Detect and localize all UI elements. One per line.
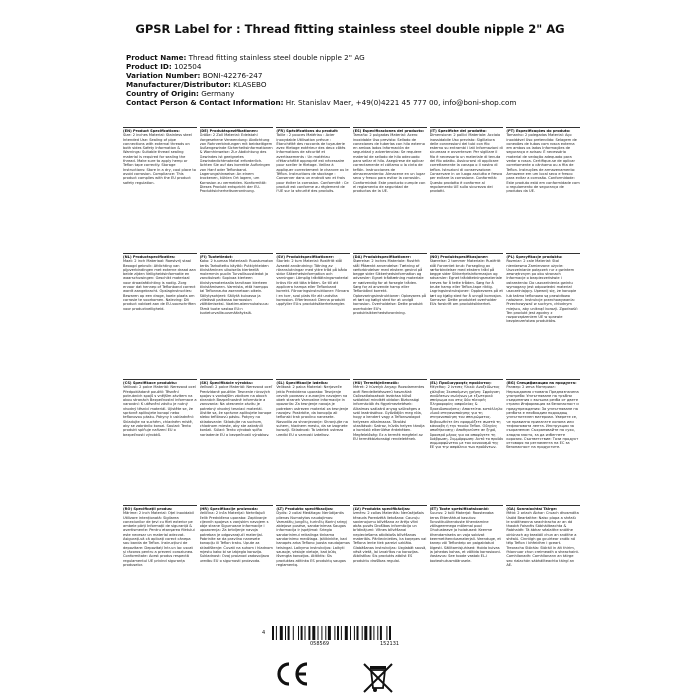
spec-band — [123, 505, 580, 625]
spec-text: Größe: 2 Zoll Material: Edelstahl Vorgesehene Verwendung: Abdichtung von Rohrverbindungen mit beidseitigem Außengewinde Sicherheitsinformationen & Warnhinweise: Zur Abdichtung des Gewindes ist geeignetes Gewindedichtmaterial erforderlich. Achten Sie auf das korrekte Aufbringen von Hanf oder Teflonband. Lagerungshinweise: An einem trockenen, kühlen Ort lagern, um Korrosion zu vermeiden. Konformität: Dieses Produkt entspricht der EU-Produktsicherheitsverordnung. — [199, 133, 273, 194]
spec-heading: (LT) Produkto specifikacijos: — [276, 507, 334, 511]
barcode-bar — [276, 626, 277, 640]
barcode-group-1: 058569 — [310, 641, 330, 647]
spec-text: Izmērs: 2 collas Materiāls: Nerūsējošais tērauds Paredzētā lietošana: Cauruļu savienojumu blīvēšana ar ārējo vītni abās pusēs Drošības informācija un brīdinājumi: Vītnes blīvēšanai nepieciešams atbilstošs blīvēšanas materiāls. Pārliecinieties, ka kaņepes vai Teflona lente tiek pareizi uzklāta. Glabāšanas instrukcijas: Uzglabāt sausā, vēsā vietā, lai izvairītos no korozijas. Atbilstība: Šis produkts atbilst ES produktu drošības regulai. — [352, 511, 427, 563]
label-title: GPSR Label for : Thread fitting stainless steel double nipple 2" AG — [135, 22, 565, 36]
spec-text: Rozmiar: 2 cale Materiał: Stal nierdzewna Zamierzone użycie: Uszczelnianie połączeń rur z gwintem zewnętrznym po obu stronach Informacje o bezpieczeństwie i ostrzeżenia: Do uszczelnienia gwintu wymagany jest odpowiedni materiał uszczelniający. Upewnij się, że konopie lub taśma teflonowa są prawidłowo nałożone. Instrukcje przechowywania: Przechowywać w suchym, chłodnym miejscu, aby uniknąć korozji. Zgodność: Ten produkt jest zgodny z rozporządzeniem UE w sprawie bezpieczeństwa produktów. — [506, 259, 579, 324]
spec-heading: (SV) Produktspecifikationer: — [276, 255, 334, 259]
barcode-bar — [328, 626, 331, 640]
product-info-row — [126, 53, 516, 62]
language-spec-block — [506, 505, 580, 625]
language-spec-block — [200, 253, 274, 373]
spec-heading: (GA) Sonraíochtaí Táirge: — [506, 507, 558, 511]
product-info-label: Country of Origin: — [126, 89, 199, 99]
spec-heading: (DE) Produktspezifikationen: — [199, 129, 259, 133]
spec-heading: (FR) Spécifications du produit: — [276, 129, 339, 133]
language-spec-block — [123, 127, 197, 247]
barcode-bar — [280, 626, 283, 640]
spec-text: Tamanho: 2 polegadas Material: Aço inoxidável Uso pretendido: Selagem de conexões de tubos com rosca externa em ambos os lados Informações de segurança e avisos: É necessário material de vedação adequado para vedar a rosca. Certifique-se de aplicar corretamente o cânhamo ou a fita de Teflon. Instruções de armazenamento: Armazene em um local seco e fresco para evitar a corrosão. Conformidade: Este produto está em conformidade com o regulamento de segurança de produtos da UE. — [506, 133, 580, 194]
spec-text: Méret: 2 hüvelyk Anyag: Rozsdamentes acél Rendeltetésszerű használat: Csőcsatlakozások lezárása külső szálakkal mindkét oldalon Biztonsági információk és figyelmeztetések: Alkalmas szálzáró anyag szükséges a szál lezárásához. Győződjön meg róla, hogy a kendert vagy a Teflonszalagot helyesen alkalmazza. Tárolási utasítások: Száraz, hűvös helyen tárolja a korrózió elkerülése érdekében. Megfelelőség: Ez a termék megfelel az EU termékbiztonsági rendeletének. — [352, 385, 425, 441]
language-spec-block — [506, 127, 580, 247]
spec-text: Størrelse: 2 inches Materiale: Rustfrit stål Påtænkt anvendelse: Tætning af rørforbindelser med ekstern gevind på begge sider Sikkerhedsinformation og advarsler: Egnet trådtætning materiale er nødvendig for at forsegle tråden. Sørg for at anvende hamp eller Teflonbånd korrekt. Opbevaringsinstruktioner: Opbevares på et tørt og køligt sted for at undgå korrosion. Overholdelse: Dette produkt overholder EU's produktsikkerhedsforordning. — [352, 259, 427, 315]
barcode-bar — [305, 626, 306, 640]
spec-text: Dimensione: 2 pollici Materiale: Acciaio inossidabile Uso previsto: Sigillatura delle connessioni dei tubi con filo esterno su entrambi i lati Informazioni di sicurezza e avvertenze: Per sigillare il filo è necessario un materiale di tenuta del filo adatto. Assicurarsi di applicare correttamente la canapa o il nastro di teflon. Istruzioni di conservazione: Conservare in un luogo asciutto e fresco per evitare la corrosione. Conformità: Questo prodotto è conforme al regolamento UE sulla sicurezza dei prodotti. — [429, 133, 503, 194]
language-spec-block — [276, 253, 350, 373]
language-spec-block — [506, 253, 580, 373]
barcode-bar — [298, 626, 299, 640]
barcode-bar — [364, 626, 367, 640]
spec-heading: (LV) Produkta specifikācijas: — [352, 507, 411, 511]
spec-text: Méid: 2 orlach Ábhar: Cruach dhosmálta Úsáid Beartaithe: Naisc píopa a shéalú le snáitheanna seachtracha ar an dá thaobh Faisnéis Sábháilteachta & Rabhaidh: Tá ábhar séalaithe snáithe oiriúnach ag teastáil chun an snáithe a shéalú. Cinntigh go gcuirtear cnáib nó téip Teflon i bhfeidhm i gceart. Treoracha Stórála: Stóráil in áit thirim, fhionnuar chun creimeadh a sheachaint. Comhlíonadh: Comhlíonann an táirge seo rialachán sábháilteachta táirgí an AE. — [506, 511, 580, 567]
barcode-bar — [354, 626, 355, 640]
barcode-bar — [321, 626, 322, 640]
spec-text: Velikost: 2 palce Materiál: Nerezová ocel Předpokládané použití: Těsnění potrubních spojů s vnějším závitem na obou stranách Bezpečnostní informace a varování: K utěsnění závitu je nutný vhodný těsnicí materiál. Ujistěte se, že správně aplikujete konopí nebo teflonovou pásku. Pokyny k uskladnění: Skladujte na suchém, chladném místě, aby se zabránilo korozi. Soulad: Tento produkt splňuje nařízení EU o bezpečnosti výrobků. — [123, 385, 197, 437]
spec-heading: (HR) Specifikacije proizvoda: — [199, 507, 259, 511]
spec-heading: (HU) Termékjellemzők: — [352, 381, 399, 385]
spec-heading: (ES) Especificaciones del producto: — [352, 129, 425, 133]
spec-text: Size: 2 inches Material: Stainless steel Intended Use: Sealing of pipe connections with external threads on both sides Safety Information & Warnings: Suitable thread sealing material is required for sealing the thread. Make sure to apply hemp or Teflon tape correctly. Storage Instructions: Store in a dry, cool place to avoid corrosion. Compliance: This product complies with the EU product safety regulation. — [123, 133, 196, 185]
language-spec-block — [353, 253, 427, 373]
barcode-bar — [301, 626, 303, 640]
barcode-bar — [362, 626, 363, 640]
product-info-row — [126, 80, 516, 89]
product-info-value: BONI-42276-247 — [200, 71, 263, 81]
language-spec-block — [430, 127, 504, 247]
language-spec-block — [276, 379, 350, 499]
spec-text: Koko: 2 tuumaa Materiaali: Ruostumaton teräs Tarkoitettu käyttö: Putkiyhteiden tiivistäminen ulkoisella kierteellä molemmin puolin Turvallisuustiedot ja varoitukset: Sopivaa kierteen tiivistysmateriaalia tarvitaan kierteen tiivistämiseen. Varmista, että hamppu tai Teflonnauha asennetaan oikein. Säilytysohjeet: Säilytä kuivassa ja viileässä paikassa korroosion välttämiseksi. Vaatimustenmukaisuus: Tämä tuote vastaa EU:n tuoteturvallisuusmääräyksiä. — [199, 259, 274, 315]
barcode-bar — [380, 626, 382, 640]
spec-text: Maat: 2 inch Materiaal: Roestvrij staal Beoogd gebruik: Afdichting van pijpverbindingen met externe draad aan beide zijden Veiligheidsinformatie en waarschuwingen: Geschikt materiaal voor draadafdichting is nodig. Zorg ervoor dat hennep of Teflonband correct wordt aangebracht. Opslaginstructies: Bewaren op een droge, koele plaats om corrosie te voorkomen. Naleving: Dit product voldoet aan de EU-voorschriften voor productveiligheid. — [123, 259, 196, 311]
barcode-bar — [386, 626, 387, 640]
spec-heading: (SL) Specifikacije izdelka: — [276, 381, 329, 385]
product-info-label: Product Name: — [126, 53, 187, 62]
spec-band — [123, 379, 580, 499]
barcode-bar — [373, 626, 374, 640]
barcode-bar — [370, 626, 372, 640]
spec-heading: (SK) Špecifikácie výrobku: — [199, 381, 253, 385]
product-info-label: Variation Number: — [126, 71, 201, 81]
product-info-value: Germany — [198, 89, 235, 99]
spec-heading: (NO) Produktspesifikasjoner: — [429, 255, 489, 259]
spec-band — [123, 127, 580, 247]
spec-heading: (ET) Toote spetsifikatsioonid: — [429, 507, 489, 511]
spec-text: Suurus: 2 tolli Materjal: Roostevaba teras Ettenähtud kasutus: Torustikuühenduste tihendamine välisgeermega mõlemal pool Ohutusteave ja hoiatused: Keerme tihendamiseks on vaja sobivat keermetihendusmaterjali. Veenduge, et kanep või Teflonteip on paigaldatud õigesti. Säilitamisjuhised: Hoida kuivas ja jahedas kohas, et vältida korrosiooni. Vastavus: See toode vastab EL-i tooteohutusmäärusele. — [429, 511, 501, 563]
product-info-row — [126, 71, 516, 80]
barcode-lead-digit: 4 — [262, 630, 266, 636]
barcode-bar — [350, 626, 351, 640]
product-info-value: Hr. Stanislav Maer, +49(0)4221 45 777 00, info@boni-shop.com — [283, 98, 517, 108]
spec-heading: (EL) Προδιαγραφές προϊόντος: — [429, 381, 492, 385]
spec-text: Veličina: 2 inča Materijal: Nehrđajući čelik Predviđena uporaba: Zaptivanje cijevnih spojeva s vanjskim navojem s obje strane Sigurnosne informacije i upozorenja: Za brtvljenje navoja potreban je odgovarajući materijal. Pobrinite se da pravilno nanesete konoplju ili Teflon traku. Upute za skladištenje: Čuvati na suhom i hladnom mjestu kako bi se izbjegla korozija. Sukladnost: Ovaj proizvod zadovoljava uredbu EU o sigurnosti proizvoda. — [199, 511, 273, 563]
language-spec-block — [200, 127, 274, 247]
barcode-bar — [389, 626, 391, 640]
spec-text: Dydis: 2 coliai Medžiaga: Nerūdijantis plienas Numatytas naudojimas: Vamzdžių jungčių, turinčių išorinį sriegį abiejose pusėse, sandarinimas Saugos informacija ir įspėjimai: Sriegio sandarinimui reikalinga tinkama sandarinimo medžiaga. Įsitikinkite, kad kanapės arba Teflono juosta naudojamos teisingai. Laikymo instrukcijos: Laikyti sausoje, vėsioje vietoje, kad būtų išvengta korozijos. Atitiktis: Šis produktas atitinka ES produktų saugos reglamentą. — [276, 511, 350, 567]
barcode-icon — [272, 626, 432, 640]
product-info-value: Thread fitting stainless steel double nipple 2" AG — [186, 53, 365, 62]
language-spec-block — [430, 505, 504, 625]
spec-text: Taille : 2 pouces Matériau : Acier inoxydable Utilisation prévue : Étanchéité des raccords de tuyauterie avec filetage extérieur des deux côtés Informations de sécurité et avertissements : Un matériau d'étanchéité approprié est nécessaire pour sceller le filetage. Veillez à appliquer correctement le chanvre ou le Téflon. Instructions de stockage : Conserver dans un endroit sec et frais pour éviter la corrosion. Conformité : Ce produit est conforme au règlement de l'UE sur la sécurité des produits. — [276, 133, 349, 194]
product-info — [126, 53, 516, 108]
language-spec-block — [200, 505, 274, 625]
product-info-label: Product ID: — [126, 62, 172, 72]
language-spec-block — [200, 379, 274, 499]
language-spec-block — [506, 379, 580, 499]
spec-heading: (DA) Produktspecifikationer: — [352, 255, 412, 259]
barcode-bar — [272, 626, 274, 640]
language-spec-block — [353, 379, 427, 499]
language-spec-block — [353, 127, 427, 247]
spec-text: Storlek: 2 tum Material: Rostfritt stål Avsedd användning: Tätning av röranslutningar med yttre tråd på båda sidor Säkerhetsinformation och varningar: Lämplig trådtätningsmaterial krävs för att täta tråden. Se till att applicera hampa eller Teflonband korrekt. Förvaringsinstruktioner: Förvara i en torr, sval plats för att undvika korrosion. Efterlevnad: Denna produkt uppfyller EU:s produktsäkerhetsregler. — [276, 259, 350, 307]
barcode-bar — [308, 626, 310, 640]
ce-mark-icon — [275, 660, 311, 694]
barcode-bar — [285, 626, 286, 640]
language-spec-block — [430, 379, 504, 499]
product-info-value: 102504 — [171, 62, 202, 72]
barcode-bar — [345, 626, 348, 640]
product-info-row — [126, 89, 516, 98]
compliance-icons — [270, 660, 430, 696]
spec-text: Mărime: 2 inch Material: Oțel inoxidabil Utilizare intenționată: Sigilarea conexiunilor de țevi cu filet exterior pe ambele părți Informații de siguranță & avertismente: Pentru etanșarea filetului este necesar un material adecvat. Asigurați-vă că aplicați corect cânepa sau banda de Teflon. Instrucțiuni de depozitare: Depozitați într-un loc uscat și răcoros pentru a preveni coroziunea. Conformitate: Acest produs respectă regulamentul UE privind siguranța produselor. — [123, 511, 195, 567]
barcode-bar — [293, 626, 294, 640]
language-spec-block — [123, 253, 197, 373]
language-spec-block — [276, 127, 350, 247]
spec-text: Размер: 2 инча Материал: Неръждаема стомана Предназначена употреба: Уплътняване на тръбни съединения с външна резба от двете страни Информация за безопасност и предупреждения: За уплътняване на резбата е необходим подходящ уплътнителен материал. Уверете се, че правилно прилагате конопа или тефлоновата лента. Инструкции за съхранение: Съхранявайте на сухо, хладно място, за да избегнете корозия. Съответствие: Този продукт отговаря на регламента на ЕС за безопасност на продуктите. — [506, 385, 579, 450]
spec-text: Størrelse: 2 tommer Materiale: Rustfritt stål Forventet bruk: Forsegling av rørforbindelser med ekstern tråd på begge sider Sikkerhetsinformasjon og advarsler: Egnet tråddtetningsmateriale kreves for å tette tråden. Sørg for å bruke hamp eller Teflon-tape riktig. Lagringsinstruksjoner: Oppbevares på et tørt og kjølig sted for å unngå korrosjon. Samsvar: Dette produktet overholder EUs forskrift om produktsikkerhet. — [429, 259, 503, 307]
spec-text: Veľkosť: 2 palce Materiál: Nerezová oceľ Predvídané použitie: Tesnenie rúrových spojov s vonkajším závitom na oboch stranách Bezpečnostné informácie a varovania: Na utesnenie závitu je potrebný vhodný tesniaci materiál. Uistite sa, že správne aplikujete konope alebo teflónovú pásku. Pokyny na skladovanie: Skladujte na suchom, chladnom mieste, aby ste zabránili korózii. Súlad: Tento výrobok spĺňa nariadenie EÚ o bezpečnosti výrobkov. — [199, 385, 273, 437]
spec-heading: (PL) Specyfikacje produktu: — [506, 255, 563, 259]
product-info-value: KLASEBO — [230, 80, 267, 90]
product-info-row — [126, 98, 516, 107]
barcode-bar — [341, 626, 342, 640]
crossed-out-wheelie-bin-icon — [360, 660, 396, 696]
spec-heading: (IT) Specifiche del prodotto: — [429, 129, 487, 133]
spec-heading: (CS) Specifikace produktu: — [123, 381, 178, 385]
language-spec-block — [276, 505, 350, 625]
spec-heading: (EN) Product Specifications: — [123, 129, 180, 133]
barcode-bar — [377, 626, 378, 640]
language-spec-block — [353, 505, 427, 625]
product-info-label: Manufacturer/Distributor: — [126, 80, 231, 90]
barcode-bar — [312, 626, 315, 640]
spec-heading: (NL) Productspecificaties: — [123, 255, 176, 259]
barcode-bar — [288, 626, 290, 640]
spec-text: Μέγεθος: 2 ίντσες Υλικό: Ανοξείδωτος χάλυβας Σκοπούμενη χρήση: Σφράγιση συνδέσεων σωλήνων με εξωτερικό σπείρωμα και στις δύο πλευρές Πληροφορίες ασφαλείας & Προειδοποιήσεις: Απαιτείται κατάλληλο υλικό στεγανοποίησης για τη στεγανοποίηση του σπειρώματος. Βεβαιωθείτε ότι εφαρμόζετε σωστά τη κάνναβη ή την ταινία Teflon. Οδηγίες αποθήκευσης: Αποθηκεύστε σε ξηρό, δροσερό μέρος για να αποφύγετε τη διάβρωση. Συμμόρφωση: Αυτό το προϊόν συμμορφώνεται με τον κανονισμό της ΕΕ για την ασφάλεια των προϊόντων. — [429, 385, 504, 450]
product-info-label: Contact Person & Contact Information: — [126, 98, 284, 108]
barcode-bar — [334, 626, 335, 640]
barcode-bar — [318, 626, 319, 640]
spec-heading: (PT) Especificações do produto: — [506, 129, 571, 133]
spec-heading: (RO) Specificații produs: — [123, 507, 173, 511]
language-spec-block — [430, 253, 504, 373]
spec-text: Velikost: 2 palca Material: Nerjaveče jeklo Predvidena uporaba: Tesnjenje cevnih povezav z zunanjim navojem na obeh straneh Varnostne informacije in opozorila: Za tesnjenje navoja je potreben ustrezen material za tesnjenje navojev. Poskrbite, da konopljo ali teflonski trak pravilno nanesete. Navodila za shranjevanje: Shranjujte na suhem, hladnem mestu, da se izognete koroziji. Skladnost: Ta izdelek ustreza uredbi EU o varnosti izdelkov. — [276, 385, 349, 437]
product-info-row — [126, 62, 516, 71]
language-spec-block — [123, 379, 197, 499]
barcode-bar — [357, 626, 359, 640]
language-spec-block — [123, 505, 197, 625]
spec-text: Tamaño: 2 pulgadas Material: Acero inoxidable Uso previsto: Sellado de conexiones de tuberías con hilo externo en ambos lados Información de seguridad y advertencias: Se requiere material de sellado de hilo adecuado para sellar el hilo. Asegúrese de aplicar correctamente el cáñamo o la cinta de teflón. Instrucciones de almacenamiento: Almacene en un lugar seco y fresco para evitar la corrosión. Conformidad: Este producto cumple con el reglamento de seguridad de productos de la UE. — [352, 133, 426, 194]
barcode-bar — [325, 626, 326, 640]
spec-heading: (BG) Спецификации на продукта: — [506, 381, 577, 385]
barcode-group-2: 152131 — [380, 641, 400, 647]
barcode-bar — [337, 626, 339, 640]
spec-band — [123, 253, 580, 373]
specifications-grid — [123, 127, 580, 631]
spec-heading: (FI) Tuotetiedot: — [199, 255, 233, 259]
